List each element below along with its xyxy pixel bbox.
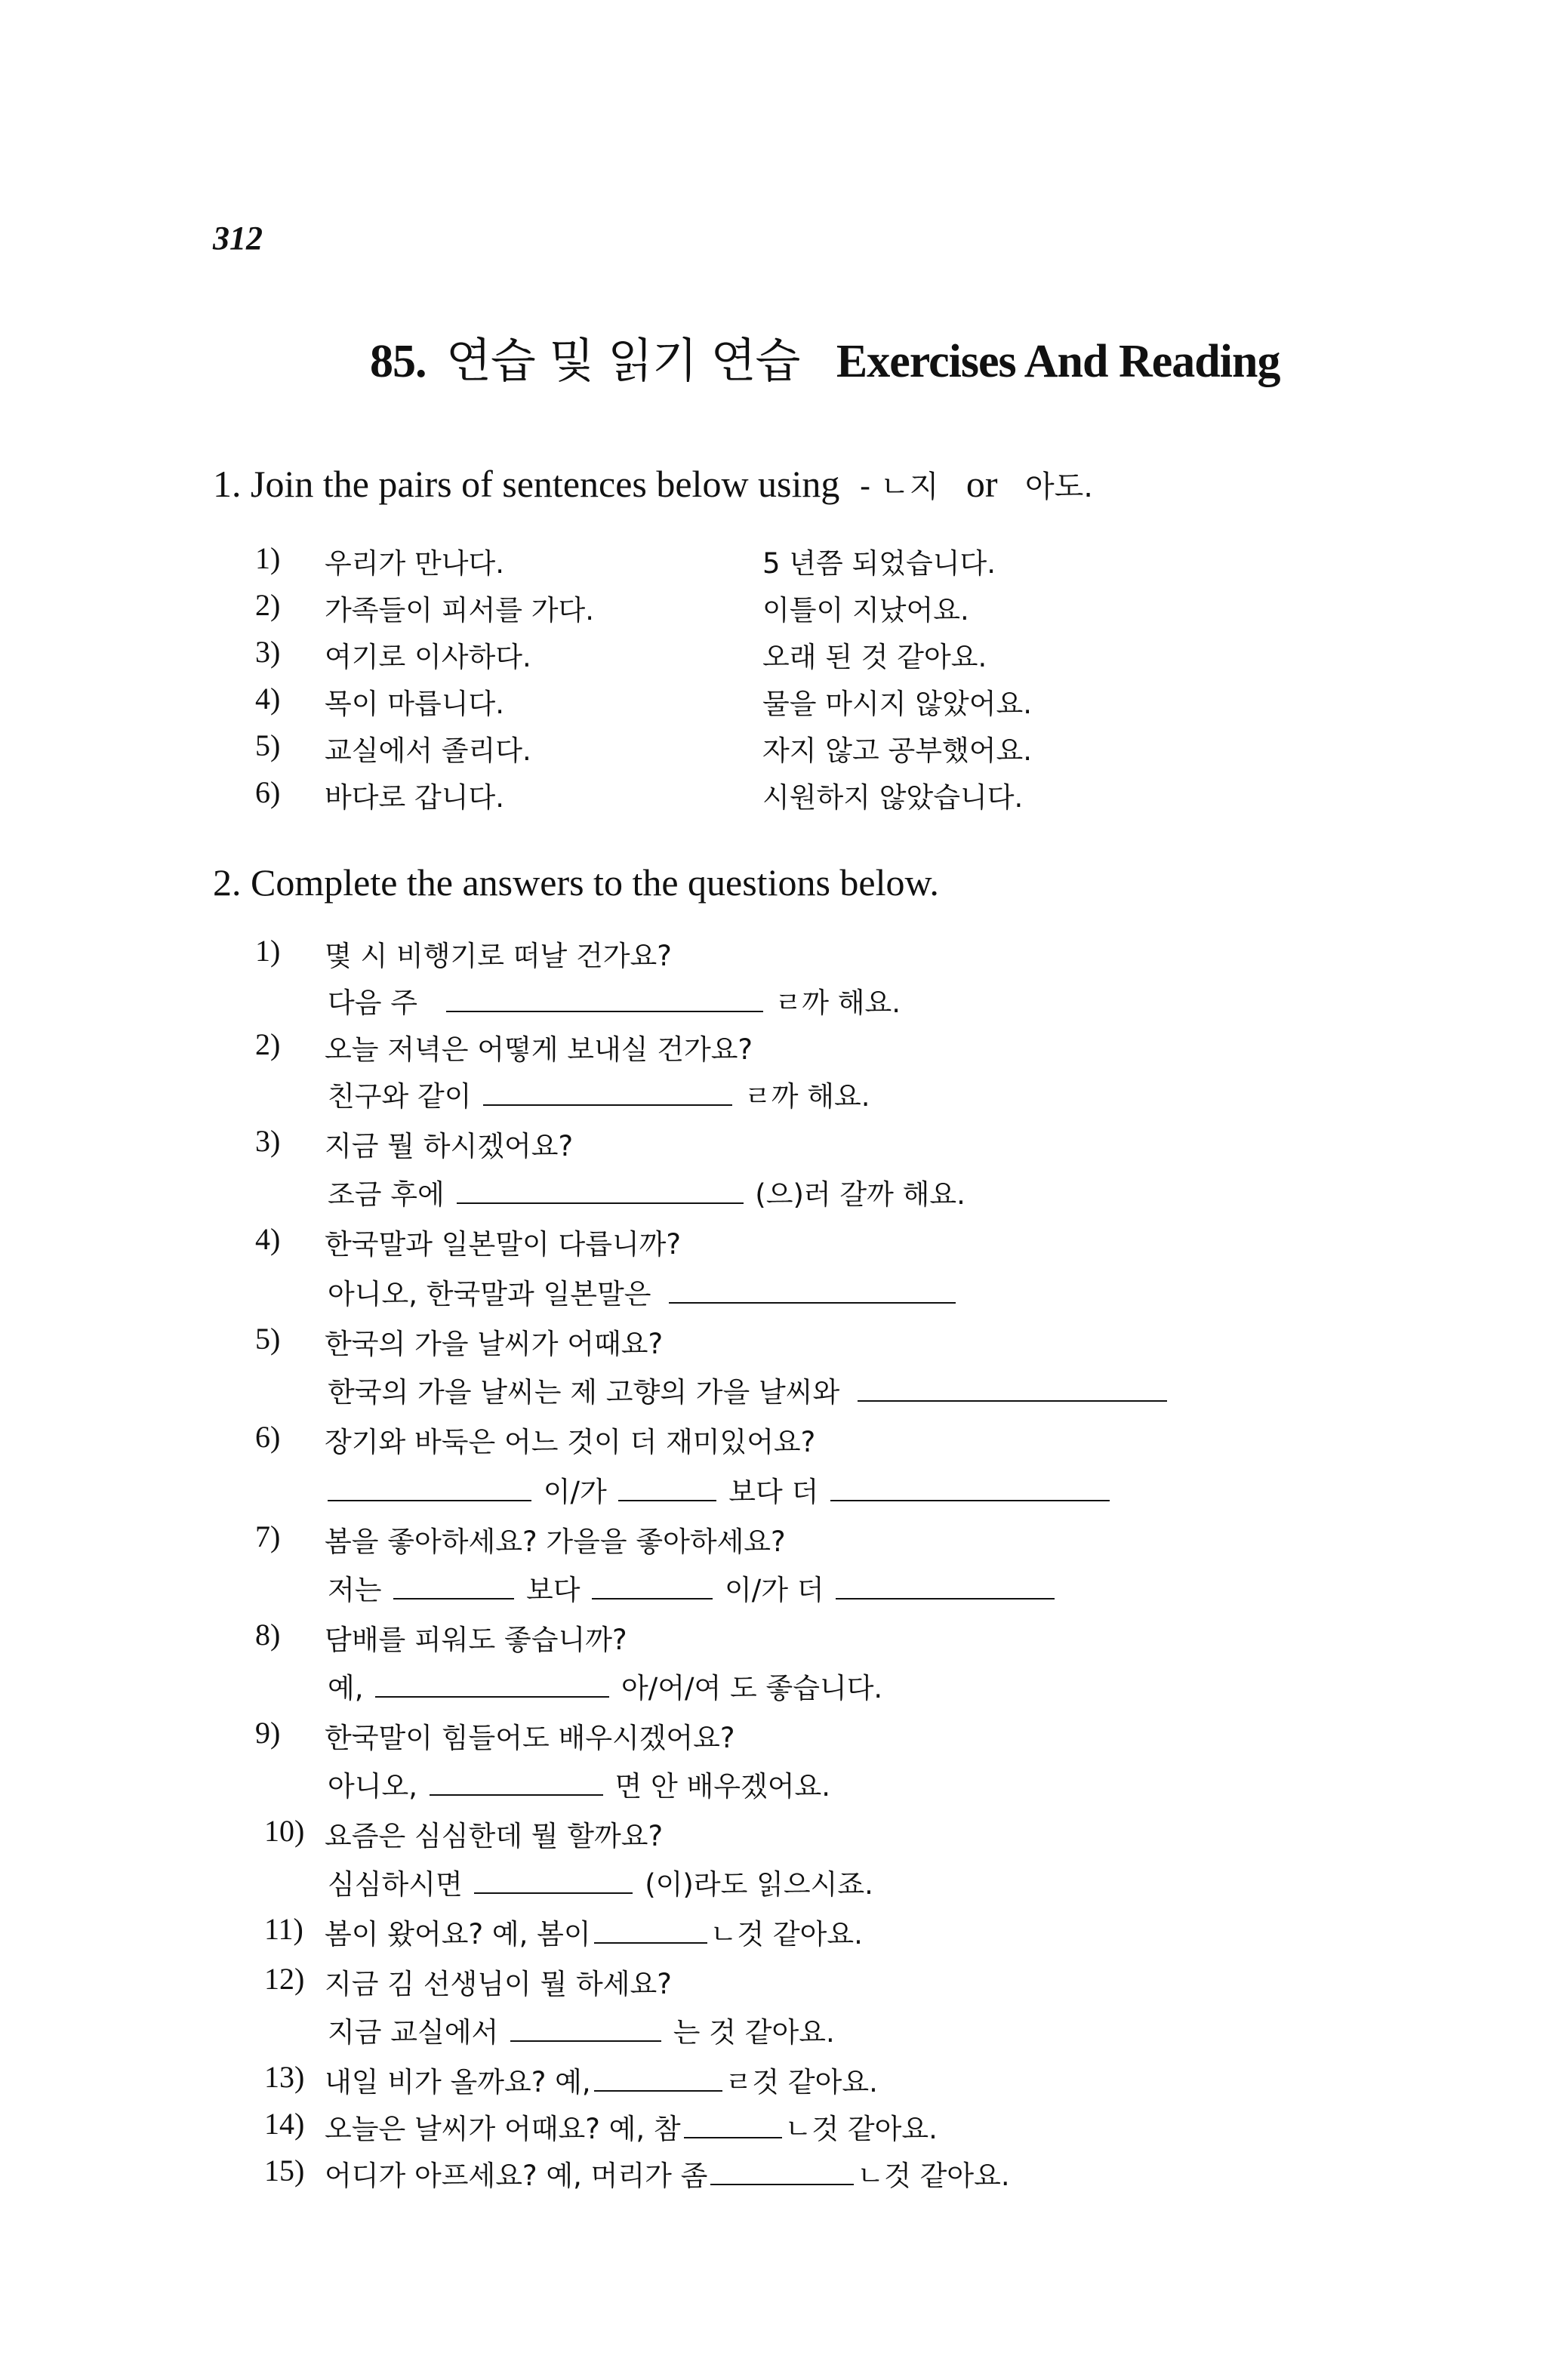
answer-blank[interactable] [830,1479,1110,1501]
page-number: 312 [213,220,263,257]
item-number: 1) [255,541,281,575]
answer-suffix: 면 안 배우겠어요. [614,1770,831,1803]
item-sentence-b: 물을 마시지 않았어요. [762,688,1032,720]
question-prefix: 봄이 왔어요? 예, 봄이 [325,1918,591,1950]
question-text: 봄을 좋아하세요? 가을을 좋아하세요? [325,1526,786,1558]
question-text: 한국말과 일본말이 다릅니까? [325,1228,682,1261]
item-number: 6) [255,775,281,809]
question-prefix: 어디가 아프세요? 예, 머리가 좀 [325,2160,708,2192]
item-sentence-a: 교실에서 졸리다. [325,734,531,767]
or-word: or [965,463,998,505]
question-suffix: ㄴ것 같아요. [710,1918,863,1950]
answer-blank[interactable] [710,2163,854,2185]
answer-row [328,980,901,1021]
item-number: 6) [255,1420,281,1454]
item-sentence-a: 가족들이 피서를 가다. [325,594,594,627]
item-number: 3) [255,1124,281,1158]
question-suffix: ㄴ것 같아요. [857,2160,1010,2192]
answer-blank[interactable] [594,2069,722,2092]
item-sentence-b: 오래 된 것 같아요. [762,641,987,673]
answer-blank[interactable] [618,1479,716,1501]
item-number: 11) [264,1912,303,1946]
answer-blank[interactable] [684,2116,782,2138]
item-number: 9) [255,1716,281,1750]
answer-row [328,1469,1113,1510]
answer-blank[interactable] [393,1577,514,1599]
answer-prefix: 아니오, 한국말과 일본말은 [328,1278,651,1310]
answer-part: 이/가 [543,1476,607,1508]
section-instruction: Complete the answers to the questions below. [251,861,939,904]
item-number: 4) [255,1222,281,1256]
pattern-1: - ㄴ지 [859,470,939,504]
question-text: 담배를 피워도 좋습니까? [325,1624,627,1656]
question-text: 지금 뭘 하시겠어요? [325,1130,574,1162]
question-text: 한국의 가을 날씨가 어때요? [325,1328,664,1360]
answer-prefix: 심심하시면 [328,1868,463,1901]
answer-blank[interactable] [328,1479,531,1501]
question-text: 요즘은 심심한데 뭘 할까요? [325,1820,664,1852]
answer-blank[interactable] [594,1921,707,1944]
question-text: 몇 시 비행기로 떠날 건가요? [325,940,672,972]
answer-row [328,1369,1170,1410]
answer-row [328,1665,882,1706]
lesson-title-english: Exercises And Reading [836,336,1280,387]
answer-row [328,1861,873,1902]
lesson-number: 85. [370,336,427,387]
pattern-2: 아도. [1025,470,1093,504]
item-sentence-b: 시원하지 않았습니다. [762,781,1024,814]
lesson-title-korean: 연습 및 읽기 연습 [446,333,800,388]
question-prefix: 오늘은 날씨가 어때요? 예, 참 [325,2113,681,2145]
answer-row [328,1763,830,1804]
question-text [325,2106,938,2147]
question-text [325,2153,1010,2194]
item-number: 3) [255,635,281,669]
answer-prefix: 한국의 가을 날씨는 제 고향의 가을 날씨와 [328,1376,840,1409]
answer-blank[interactable] [858,1379,1167,1402]
question-text [325,2059,878,2100]
answer-row [328,1567,1058,1608]
answer-blank[interactable] [446,990,763,1012]
section-label: 1. [213,463,242,505]
answer-suffix: 아/어/여 도 좋습니다. [621,1672,883,1704]
item-number: 1) [255,934,281,968]
answer-part: 이/가 더 [725,1574,824,1606]
item-number: 7) [255,1519,281,1553]
item-sentence-a: 우리가 만나다. [325,547,504,580]
section-2-heading [213,861,939,904]
item-sentence-a: 바다로 갑니다. [325,781,504,814]
answer-suffix: ㄹ까 해요. [775,987,901,1019]
answer-suffix: ㄹ까 해요. [744,1080,870,1113]
answer-row [328,2009,835,2050]
item-number: 8) [255,1618,281,1652]
item-number: 5) [255,728,281,762]
answer-blank[interactable] [430,1773,603,1796]
answer-suffix: (으)러 갈까 해요. [755,1178,965,1211]
question-suffix: ㄴ것 같아요. [784,2113,938,2145]
item-sentence-b: 5 년쯤 되었습니다. [762,547,996,580]
answer-blank[interactable] [375,1675,609,1698]
answer-blank[interactable] [510,2019,661,2042]
item-number: 14) [264,2107,305,2141]
answer-part: 보다 [526,1574,581,1606]
section-1-heading [213,462,1093,506]
item-sentence-b: 이틀이 지났어요. [762,594,969,627]
item-number: 4) [255,682,281,716]
answer-row [328,1073,870,1114]
answer-prefix: 다음 주 [328,987,417,1019]
answer-part: 저는 [328,1574,382,1606]
item-number: 13) [264,2060,305,2094]
question-suffix: ㄹ것 같아요. [725,2066,878,2098]
item-number: 15) [264,2154,305,2188]
answer-blank[interactable] [836,1577,1055,1599]
answer-blank[interactable] [474,1871,633,1894]
answer-part: 보다 더 [728,1476,819,1508]
answer-row [328,1172,965,1212]
question-text [325,1911,863,1952]
section-instruction: Join the pairs of sentences below using [251,463,840,505]
answer-blank[interactable] [669,1281,956,1304]
question-text: 지금 김 선생님이 뭘 하세요? [325,1968,672,2000]
item-number: 12) [264,1962,305,1996]
lesson-title [370,323,1280,390]
answer-row [328,1271,959,1312]
answer-prefix: 아니오, [328,1770,417,1803]
item-sentence-a: 목이 마릅니다. [325,688,504,720]
answer-prefix: 지금 교실에서 [328,2016,499,2049]
question-text: 한국말이 힘들어도 배우시겠어요? [325,1722,735,1754]
question-text: 오늘 저녁은 어떻게 보내실 건가요? [325,1033,753,1066]
answer-prefix: 예, [328,1672,364,1704]
answer-prefix: 조금 후에 [328,1178,445,1211]
answer-suffix: 는 것 같아요. [673,2016,835,2049]
answer-blank[interactable] [483,1083,732,1106]
section-label: 2. [213,861,242,904]
answer-blank[interactable] [592,1577,713,1599]
question-text: 장기와 바둑은 어느 것이 더 재미있어요? [325,1426,816,1458]
item-sentence-a: 여기로 이사하다. [325,641,531,673]
question-prefix: 내일 비가 올까요? 예, [325,2066,591,2098]
item-sentence-b: 자지 않고 공부했어요. [762,734,1032,767]
answer-prefix: 친구와 같이 [328,1080,472,1113]
item-number: 5) [255,1322,281,1356]
answer-blank[interactable] [457,1181,744,1204]
item-number: 10) [264,1814,305,1848]
item-number: 2) [255,588,281,622]
answer-suffix: (이)라도 읽으시죠. [645,1868,873,1901]
item-number: 2) [255,1027,281,1061]
